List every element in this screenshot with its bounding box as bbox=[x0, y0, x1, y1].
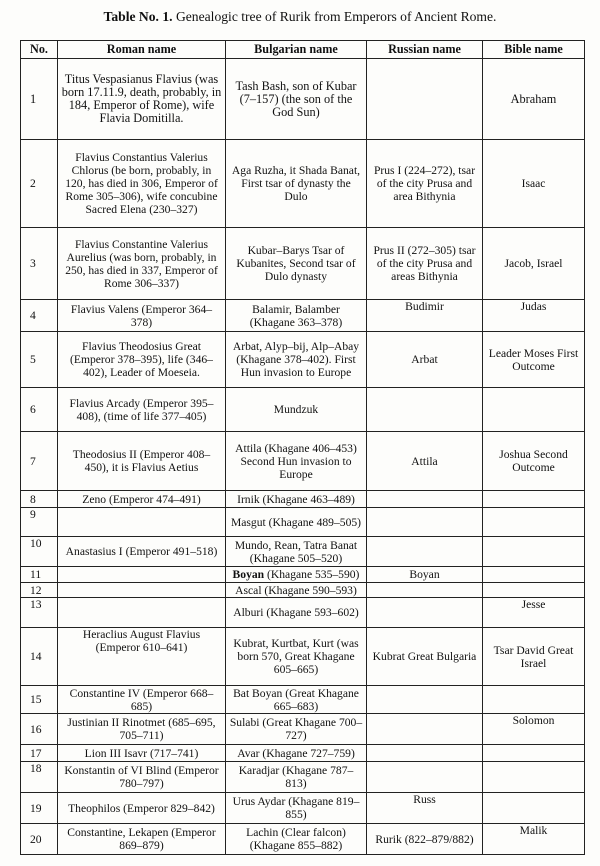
cell-bulgarian: Tash Bash, son of Kubar (7–157) (the son of the God Sun) bbox=[226, 59, 367, 140]
cell-roman: Flavius Arcady (Emperor 395–408), (time of life 377–405) bbox=[58, 388, 226, 432]
cell-bulgarian: Balamir, Balamber (Khagane 363–378) bbox=[226, 300, 367, 332]
cell-bible: Judas bbox=[483, 300, 585, 332]
table-row bbox=[21, 598, 585, 628]
cell-roman: Constantine IV (Emperor 668–685) bbox=[58, 686, 226, 714]
table-row bbox=[21, 388, 585, 432]
cell-no: 5 bbox=[21, 332, 58, 388]
table-row bbox=[21, 59, 585, 140]
cell-roman: Justinian II Rinotmet (685–695, 705–711) bbox=[58, 714, 226, 745]
cell-bible: Leader Moses First Outcome bbox=[483, 332, 585, 388]
cell-bulgarian-bold: Boyan bbox=[232, 568, 265, 581]
table-row bbox=[21, 140, 585, 228]
cell-no: 3 bbox=[21, 228, 58, 300]
cell-bulgarian: Aga Ruzha, it Shada Banat, First tsar of dynasty the Dulo bbox=[226, 140, 367, 228]
cell-russian bbox=[367, 59, 483, 140]
cell-russian: Prus I (224–272), tsar of the city Prusa and area Bithynia bbox=[367, 140, 483, 228]
cell-no: 16 bbox=[21, 714, 58, 745]
cell-bible: Tsar David Great Israel bbox=[483, 628, 585, 686]
cell-russian bbox=[367, 583, 483, 598]
table-row bbox=[21, 537, 585, 567]
cell-no: 9 bbox=[21, 508, 58, 537]
cell-bulgarian: Mundo, Rean, Tatra Banat (Khagane 505–520) bbox=[226, 537, 367, 567]
caption-label: Table No. 1. bbox=[103, 9, 173, 24]
cell-roman: Theophilos (Emperor 829–842) bbox=[58, 793, 226, 824]
cell-russian: Rurik (822–879/882) bbox=[367, 824, 483, 855]
cell-bible: Malik bbox=[483, 824, 585, 855]
header-row bbox=[21, 41, 585, 59]
cell-russian bbox=[367, 388, 483, 432]
cell-no: 14 bbox=[21, 628, 58, 686]
header-russian-name: Russian name bbox=[367, 41, 483, 59]
cell-russian bbox=[367, 686, 483, 714]
cell-russian bbox=[367, 762, 483, 793]
cell-roman: Anastasius I (Emperor 491–518) bbox=[58, 537, 226, 567]
table-row bbox=[21, 628, 585, 686]
cell-bulgarian: Attila (Khagane 406–453) Second Hun invasion to Europe bbox=[226, 432, 367, 491]
cell-bulgarian: Sulabi (Great Khagane 700–727) bbox=[226, 714, 367, 745]
header-no: No. bbox=[21, 41, 58, 59]
cell-no: 13 bbox=[21, 598, 58, 628]
cell-bible bbox=[483, 793, 585, 824]
table-caption bbox=[0, 9, 600, 25]
cell-russian bbox=[367, 714, 483, 745]
cell-bible bbox=[483, 567, 585, 583]
cell-bulgarian: Kubrat, Kurtbat, Kurt (was born 570, Great Khagane 605–665) bbox=[226, 628, 367, 686]
cell-roman: Zeno (Emperor 474–491) bbox=[58, 491, 226, 508]
cell-russian: Kubrat Great Bulgaria bbox=[367, 628, 483, 686]
cell-russian bbox=[367, 745, 483, 762]
cell-russian: Russ bbox=[367, 793, 483, 824]
table-row bbox=[21, 567, 585, 583]
table-row bbox=[21, 714, 585, 745]
cell-roman bbox=[58, 598, 226, 628]
table-row bbox=[21, 508, 585, 537]
cell-roman: Constantine, Lekapen (Emperor 869–879) bbox=[58, 824, 226, 855]
cell-no: 17 bbox=[21, 745, 58, 762]
cell-russian: Prus II (272–305) tsar of the city Prusa and areas Bithynia bbox=[367, 228, 483, 300]
cell-roman: Flavius Constantius Valerius Chlorus (be born, probably, in 120, has died in 306, Emperor of Rome 305–306), wife concubine Sacred Elena (230–327) bbox=[58, 140, 226, 228]
cell-bulgarian: Lachin (Clear falcon) (Khagane 855–882) bbox=[226, 824, 367, 855]
table-row bbox=[21, 745, 585, 762]
cell-no: 15 bbox=[21, 686, 58, 714]
table-row bbox=[21, 793, 585, 824]
cell-bulgarian: Bat Boyan (Great Khagane 665–683) bbox=[226, 686, 367, 714]
cell-bible: Abraham bbox=[483, 59, 585, 140]
cell-bible bbox=[483, 537, 585, 567]
cell-roman bbox=[58, 508, 226, 537]
cell-russian: Budimir bbox=[367, 300, 483, 332]
cell-roman: Flavius Valens (Emperor 364–378) bbox=[58, 300, 226, 332]
table-row bbox=[21, 332, 585, 388]
cell-no: 19 bbox=[21, 793, 58, 824]
cell-bible: Joshua Second Outcome bbox=[483, 432, 585, 491]
cell-roman bbox=[58, 567, 226, 583]
cell-bulgarian: Masgut (Khagane 489–505) bbox=[226, 508, 367, 537]
cell-bulgarian: Karadjar (Khagane 787–813) bbox=[226, 762, 367, 793]
header-bulgarian-name: Bulgarian name bbox=[226, 41, 367, 59]
cell-no: 11 bbox=[21, 567, 58, 583]
cell-bulgarian: Irnik (Khagane 463–489) bbox=[226, 491, 367, 508]
table-row bbox=[21, 491, 585, 508]
table-row bbox=[21, 762, 585, 793]
cell-no: 7 bbox=[21, 432, 58, 491]
cell-bible bbox=[483, 491, 585, 508]
table-row bbox=[21, 228, 585, 300]
cell-bulgarian: Ascal (Khagane 590–593) bbox=[226, 583, 367, 598]
cell-roman bbox=[58, 583, 226, 598]
cell-russian bbox=[367, 537, 483, 567]
cell-roman: Konstantin of VI Blind (Emperor 780–797) bbox=[58, 762, 226, 793]
cell-bulgarian: Avar (Khagane 727–759) bbox=[226, 745, 367, 762]
cell-bulgarian: Mundzuk bbox=[226, 388, 367, 432]
cell-bible bbox=[483, 388, 585, 432]
cell-bible bbox=[483, 583, 585, 598]
cell-bulgarian: Urus Aydar (Khagane 819–855) bbox=[226, 793, 367, 824]
cell-russian: Attila bbox=[367, 432, 483, 491]
cell-bulgarian: Arbat, Alyp–bij, Alp–Abay (Khagane 378–402). First Hun invasion to Europe bbox=[226, 332, 367, 388]
cell-roman: Theodosius II (Emperor 408–450), it is Flavius Aetius bbox=[58, 432, 226, 491]
cell-no: 18 bbox=[21, 762, 58, 793]
table-row bbox=[21, 583, 585, 598]
table-row bbox=[21, 824, 585, 855]
header-roman-name: Roman name bbox=[58, 41, 226, 59]
cell-roman: Flavius Theodosius Great (Emperor 378–395), life (346–402), Leader of Moeseia. bbox=[58, 332, 226, 388]
header-bible-name: Bible name bbox=[483, 41, 585, 59]
cell-no: 20 bbox=[21, 824, 58, 855]
cell-roman: Heraclius August Flavius (Emperor 610–641) bbox=[58, 628, 226, 686]
cell-bible: Solomon bbox=[483, 714, 585, 745]
cell-russian bbox=[367, 491, 483, 508]
cell-bible bbox=[483, 508, 585, 537]
cell-bulgarian bbox=[226, 567, 367, 583]
cell-bible: Isaac bbox=[483, 140, 585, 228]
cell-bulgarian: Alburi (Khagane 593–602) bbox=[226, 598, 367, 628]
cell-roman: Lion III Isavr (717–741) bbox=[58, 745, 226, 762]
cell-no: 6 bbox=[21, 388, 58, 432]
table-row bbox=[21, 686, 585, 714]
cell-russian bbox=[367, 598, 483, 628]
cell-no: 8 bbox=[21, 491, 58, 508]
cell-russian: Arbat bbox=[367, 332, 483, 388]
cell-bulgarian: Kubar–Barys Tsar of Kubanites, Second tsar of Dulo dynasty bbox=[226, 228, 367, 300]
table-row bbox=[21, 432, 585, 491]
cell-no: 1 bbox=[21, 59, 58, 140]
cell-no: 4 bbox=[21, 300, 58, 332]
cell-roman: Flavius Constantine Valerius Aurelius (was born, probably, in 250, has died in 337, Emperor of Rome 306–337) bbox=[58, 228, 226, 300]
cell-roman: Titus Vespasianus Flavius (was born 17.11.9, death, probably, in 184, Emperor of Rome), wife Flavia Domitilla. bbox=[58, 59, 226, 140]
cell-bible bbox=[483, 686, 585, 714]
cell-bible: Jacob, Israel bbox=[483, 228, 585, 300]
cell-bible bbox=[483, 745, 585, 762]
cell-russian: Boyan bbox=[367, 567, 483, 583]
caption-text: Genealogic tree of Rurik from Emperors of Ancient Rome. bbox=[175, 9, 497, 24]
cell-no: 10 bbox=[21, 537, 58, 567]
cell-bible bbox=[483, 762, 585, 793]
cell-bulgarian-rest: (Khagane 535–590) bbox=[264, 568, 360, 581]
table-row bbox=[21, 300, 585, 332]
cell-no: 12 bbox=[21, 583, 58, 598]
cell-russian bbox=[367, 508, 483, 537]
cell-no: 2 bbox=[21, 140, 58, 228]
cell-bible: Jesse bbox=[483, 598, 585, 628]
genealogy-table bbox=[20, 40, 585, 855]
